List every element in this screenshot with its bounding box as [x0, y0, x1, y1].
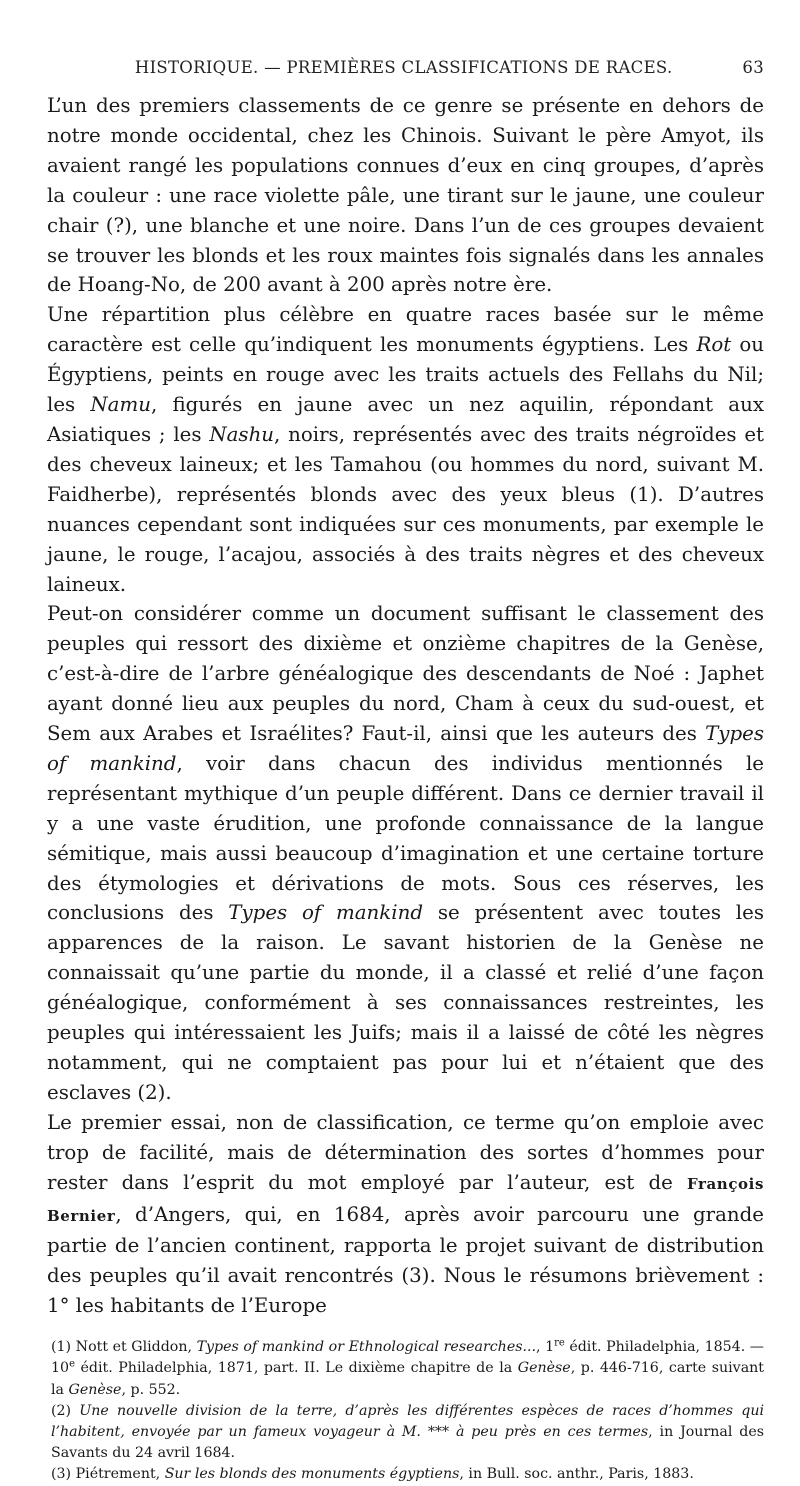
paragraph-text: Une répartition plus célèbre en quatre races basée sur le même caractère est celle qu’indiquent les monuments égyptiens. Les	[47, 303, 764, 357]
paragraph-text: , d’Angers, qui, en 1684, après avoir parcouru une grande partie de l’ancien continent, rapporta le projet suivant de distribution des peuples qu’il avait rencontrés (3). Nous le résumons brièvement : 1° les habitants de l’Europe	[47, 1202, 764, 1318]
italic-term: Nashu	[209, 422, 275, 446]
paragraph-text: Peut-on considérer comme un document suffisant le classement des peuples qui ressort des dixième et onzième chapitres de la Genèse, c’est-à-dire de l’arbre généalogique des descendants de Noé : Japhet ayant donné lieu aux peuples du nord, Cham à ceux du sud-ouest, et Sem aux Arabes et Israélites? Faut-il, ainsi que les auteurs des	[47, 602, 764, 746]
paragraph	[47, 599, 764, 1107]
paragraph-text: , figurés en jaune avec un nez aquilin, répondant aux Asiatiques ; les	[47, 393, 764, 446]
footnote-title: Une nouvelle division de la terre, d’après les différentes espèces de races d’hommes qui l’habitent, envoyée par un fameux voyageur à M. *** à peu près en ces termes	[51, 1402, 764, 1440]
italic-title: Types of mankind	[47, 722, 764, 775]
superscript: e	[69, 1358, 75, 1370]
footnote-text: édit. Philadelphia, 1871, part. II. Le dixième chapitre de la	[74, 1360, 518, 1377]
footnote-text: , p. 446-716, carte suivant la	[51, 1360, 764, 1398]
paragraph-text: , voir dans chacun des individus mentionnés le représentant mythique d’un peuple différent. Dans ce dernier travail il y a une vaste érudition, une profonde connaissance de la langue sémitique, mais aussi beaucoup d’imagination et une certaine torture des étymologies et dérivations de mots. Sous ces réserves, les conclusions des	[47, 751, 764, 925]
superscript: re	[554, 1337, 565, 1349]
italic-title: Types of mankind	[228, 901, 424, 925]
footnote-title: Genèse	[517, 1360, 571, 1377]
footnote-text: édit. Philadelphia, 1854. — 10	[51, 1339, 764, 1377]
italic-term: Rot	[696, 333, 732, 357]
paragraph-text: se présentent avec toutes les apparences de la raison. Le savant historien de la Genèse ne connaissait qu’une partie du monde, il a classé et relié d’une façon généalogique, conformément à ses connaissances restreintes, les peuples qui intéressaient les Juifs; mais il a laissé de côté les nègres notamment, qui ne comptaient pas pour lui et n’étaient que des esclaves (2).	[47, 901, 764, 1104]
footnote-title: Types of mankind or Ethnological researches...	[196, 1339, 537, 1356]
footnote	[51, 1337, 764, 1401]
page-header	[47, 58, 764, 77]
paragraph	[47, 1108, 764, 1321]
paragraph-text: ou Égyptiens, peints en rouge avec les traits actuels des Fellahs du Nil; les	[47, 333, 765, 417]
paragraph	[47, 300, 764, 599]
footnote-title: Genèse	[68, 1381, 122, 1398]
footnote-text: (3) Piétrement,	[51, 1466, 165, 1483]
footnote-text: , p. 552.	[121, 1381, 181, 1398]
paragraph-text: L’un des premiers classements de ce genre se présente en dehors de notre monde occidental, chez les Chinois. Suivant le père Amyot, ils avaient rangé les populations connues d’eux en cinq groupes, d’après la couleur : une race violette pâle, une tirant sur le jaune, une couleur chair (?), une blanche et une noire. Dans l’un de ces groupes devaient se trouver les blonds et les roux maintes fois signalés dans les annales de Hoang-No, de 200 avant à 200 après notre ère.	[47, 94, 764, 297]
footnote	[51, 1464, 764, 1485]
footnote-text: (2)	[51, 1402, 80, 1419]
page-number: 63	[742, 58, 764, 77]
running-title: HISTORIQUE. — PREMIÈRES CLASSIFICATIONS DE RACES.	[134, 58, 673, 77]
footnote-text: , in Bull. soc. anthr., Paris, 1883.	[459, 1466, 694, 1483]
paragraph-text: , noirs, représentés avec des traits négroïdes et des cheveux laineux; et les Tamahou (ou hommes du nord, suivant M. Faidherbe), représentés blonds avec des yeux bleus (1). D’autres nuances cependant sont indiquées sur ces monuments, par exemple le jaune, le rouge, l’acajou, associés à des traits nègres et des cheveux laineux.	[47, 422, 764, 596]
footnote	[51, 1401, 764, 1465]
footnotes	[47, 1337, 764, 1485]
italic-term: Namu	[90, 393, 151, 417]
paragraph	[47, 91, 764, 300]
body-text	[47, 91, 764, 1321]
footnote-text: , in Journal des Savants du 24 avril 1684.	[51, 1423, 764, 1462]
footnote-text: (1) Nott et Gliddon,	[51, 1339, 197, 1356]
author-name: François Bernier	[47, 1174, 764, 1225]
footnote-text: , 1	[536, 1339, 555, 1356]
footnote-title: Sur les blonds des monuments égyptiens	[164, 1466, 460, 1483]
paragraph-text: Le premier essai, non de classification, ce terme qu’on emploie avec trop de facilité, mais de détermination des sortes d’hommes pour rester dans l’esprit du mot employé par l’auteur, est de	[47, 1110, 764, 1194]
